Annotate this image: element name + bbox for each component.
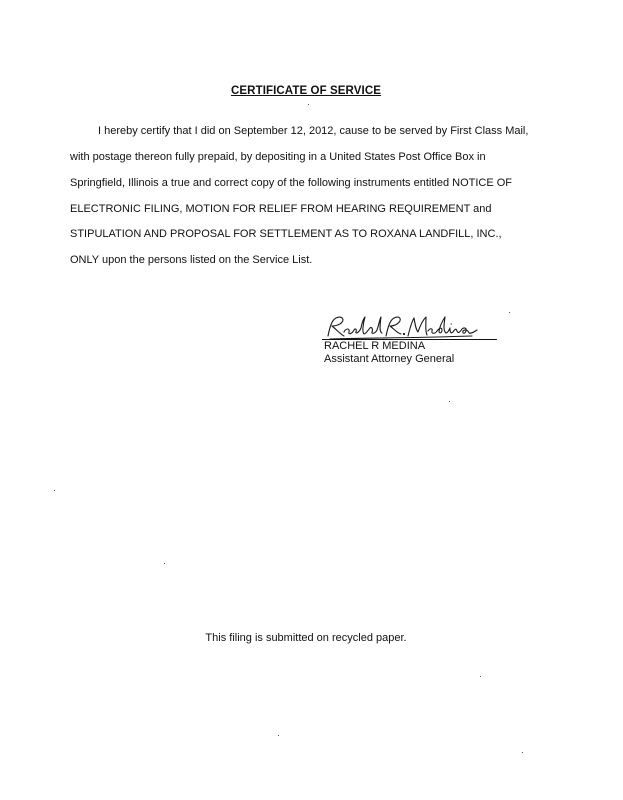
recycled-paper-note: This filing is submitted on recycled paper.: [205, 632, 407, 644]
scan-speck: [480, 676, 481, 677]
signature-scribble-icon: [322, 312, 497, 342]
signer-name: RACHEL R MEDINA: [324, 340, 426, 352]
body-line-5: STIPULATION AND PROPOSAL FOR SETTLEMENT AS TO ROXANA LANDFILL, INC.,: [70, 228, 502, 240]
body-line-1: I hereby certify that I did on September 12, 2012, cause to be served by First Class Mail,: [98, 125, 529, 137]
scan-speck: [449, 401, 450, 402]
scan-speck: [308, 104, 309, 105]
scan-speck: [164, 563, 165, 564]
handwritten-signature: [322, 312, 497, 342]
document-title: CERTIFICATE OF SERVICE: [230, 85, 381, 97]
scan-speck: [278, 735, 279, 736]
body-line-4: ELECTRONIC FILING, MOTION FOR RELIEF FROM HEARING REQUIREMENT and: [70, 203, 492, 215]
body-line-3: Springfield, Illinois a true and correct copy of the following instruments entitled NOTICE OF: [70, 177, 513, 189]
scan-speck: [509, 312, 510, 313]
body-line-6: ONLY upon the persons listed on the Service List.: [70, 254, 313, 266]
body-line-2: with postage thereon fully prepaid, by depositing in a United States Post Office Box in: [70, 151, 486, 163]
signer-title: Assistant Attorney General: [324, 353, 455, 365]
scan-speck: [522, 752, 523, 753]
scan-speck: [54, 490, 55, 491]
